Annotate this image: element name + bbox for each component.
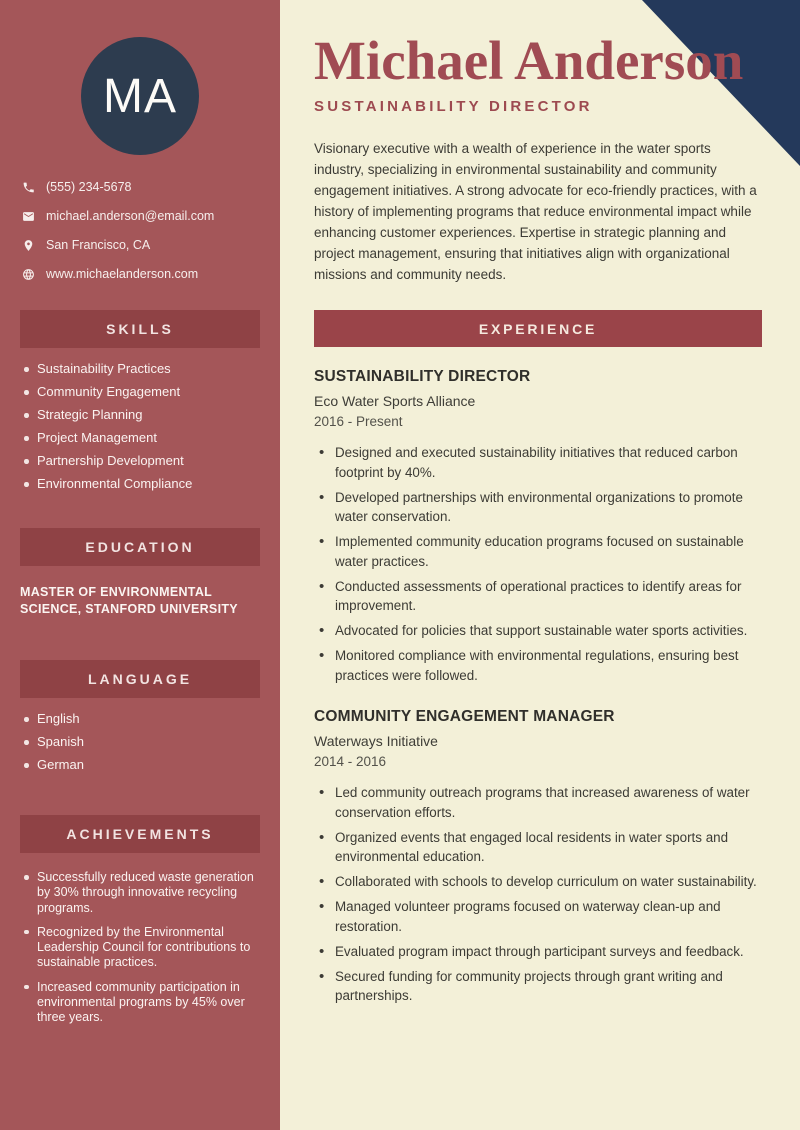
- job-role: SUSTAINABILITY DIRECTOR: [314, 368, 531, 385]
- job-dates: 2016 - Present: [314, 414, 403, 429]
- phone-icon: [22, 181, 35, 194]
- job-bullet: • Monitored compliance with environmental regulations, ensuring best practices were followed.: [318, 646, 762, 685]
- contact-list: [0, 179, 280, 282]
- contact-email[interactable]: [22, 208, 268, 224]
- language-list: [0, 712, 280, 772]
- achievement-item: Successfully reduced waste generation by 30% through innovative recycling programs.: [24, 870, 266, 916]
- job-bullet: • Collaborated with schools to develop curriculum on water sustainability.: [318, 872, 762, 892]
- job-bullet: • Implemented community education programs focused on sustainable water practices.: [318, 532, 762, 571]
- job-bullet: • Organized events that engaged local residents in water sports and environmental education.: [318, 828, 762, 867]
- person-job-title: SUSTAINABILITY DIRECTOR: [314, 98, 593, 115]
- job-role: COMMUNITY ENGAGEMENT MANAGER: [314, 708, 615, 725]
- skill-item: Environmental Compliance: [24, 477, 268, 491]
- language-item: English: [24, 712, 268, 726]
- main-content: [280, 0, 800, 1130]
- contact-phone-text: (555) 234-5678: [46, 180, 132, 194]
- job-bullet: • Led community outreach programs that increased awareness of water conservation efforts.: [318, 783, 762, 822]
- job-bullet: • Advocated for policies that support sustainable water sports activities.: [318, 621, 762, 641]
- achievements-section-header: ACHIEVEMENTS: [20, 815, 260, 853]
- location-icon: [22, 239, 35, 252]
- experience-section-header: EXPERIENCE: [314, 310, 762, 347]
- contact-location: [22, 237, 268, 253]
- globe-icon: [22, 268, 35, 281]
- skill-item: Strategic Planning: [24, 408, 268, 422]
- achievement-item: Recognized by the Environmental Leadership Council for contributions to sustainable practices.: [24, 925, 266, 971]
- language-item: Spanish: [24, 735, 268, 749]
- job-bullet: • Evaluated program impact through participant surveys and feedback.: [318, 942, 762, 962]
- contact-website-text: www.michaelanderson.com: [46, 267, 199, 281]
- contact-website[interactable]: [22, 266, 268, 282]
- summary-paragraph: Visionary executive with a wealth of experience in the water sports industry, specializing in environmental sustainability and community engagement initiatives. A strong advocate for eco-friendly practices, with a history of implementing programs that reduce environmental impact while enhancing customer experiences. Expertise in strategic planning and project management, ensuring that initiatives align with organizational missions and community needs.: [314, 141, 757, 282]
- education-section-header: EDUCATION: [20, 528, 260, 566]
- job-bullet: • Developed partnerships with environmental organizations to promote water conservation.: [318, 488, 762, 527]
- skill-item: Community Engagement: [24, 385, 268, 399]
- job-bullet: • Secured funding for community projects through grant writing and partnerships.: [318, 967, 762, 1006]
- job-company: Waterways Initiative: [314, 733, 438, 749]
- achievements-list: [0, 870, 280, 1026]
- language-item: German: [24, 758, 268, 772]
- email-icon: [22, 210, 35, 223]
- skills-list: [0, 362, 280, 491]
- contact-phone: [22, 179, 268, 195]
- avatar-initials: MA: [103, 69, 177, 123]
- job-company: Eco Water Sports Alliance: [314, 393, 476, 409]
- avatar: [81, 37, 199, 155]
- job-bullet-list: [314, 443, 762, 685]
- job-entry: [314, 708, 762, 1006]
- job-bullet: • Designed and executed sustainability initiatives that reduced carbon footprint by 40%.: [318, 443, 762, 482]
- job-dates: 2014 - 2016: [314, 754, 387, 769]
- job-bullet-list: [314, 783, 762, 1006]
- skills-section-header: SKILLS: [20, 310, 260, 348]
- job-entry: [314, 368, 762, 685]
- achievement-item: Increased community participation in environmental programs by 45% over three years.: [24, 980, 266, 1026]
- contact-location-text: San Francisco, CA: [46, 238, 151, 252]
- job-bullet: • Managed volunteer programs focused on waterway clean-up and restoration.: [318, 897, 762, 936]
- skill-item: Sustainability Practices: [24, 362, 268, 376]
- language-section-header: LANGUAGE: [20, 660, 260, 698]
- skill-item: Partnership Development: [24, 454, 268, 468]
- contact-email-text: michael.anderson@email.com: [46, 209, 215, 223]
- person-name: Michael Anderson: [314, 30, 744, 91]
- sidebar: [0, 0, 280, 1130]
- education-degree: MASTER OF ENVIRONMENTAL SCIENCE, STANFORD UNIVERSITY: [20, 585, 238, 616]
- job-bullet: • Conducted assessments of operational practices to identify areas for improvement.: [318, 577, 762, 616]
- skill-item: Project Management: [24, 431, 268, 445]
